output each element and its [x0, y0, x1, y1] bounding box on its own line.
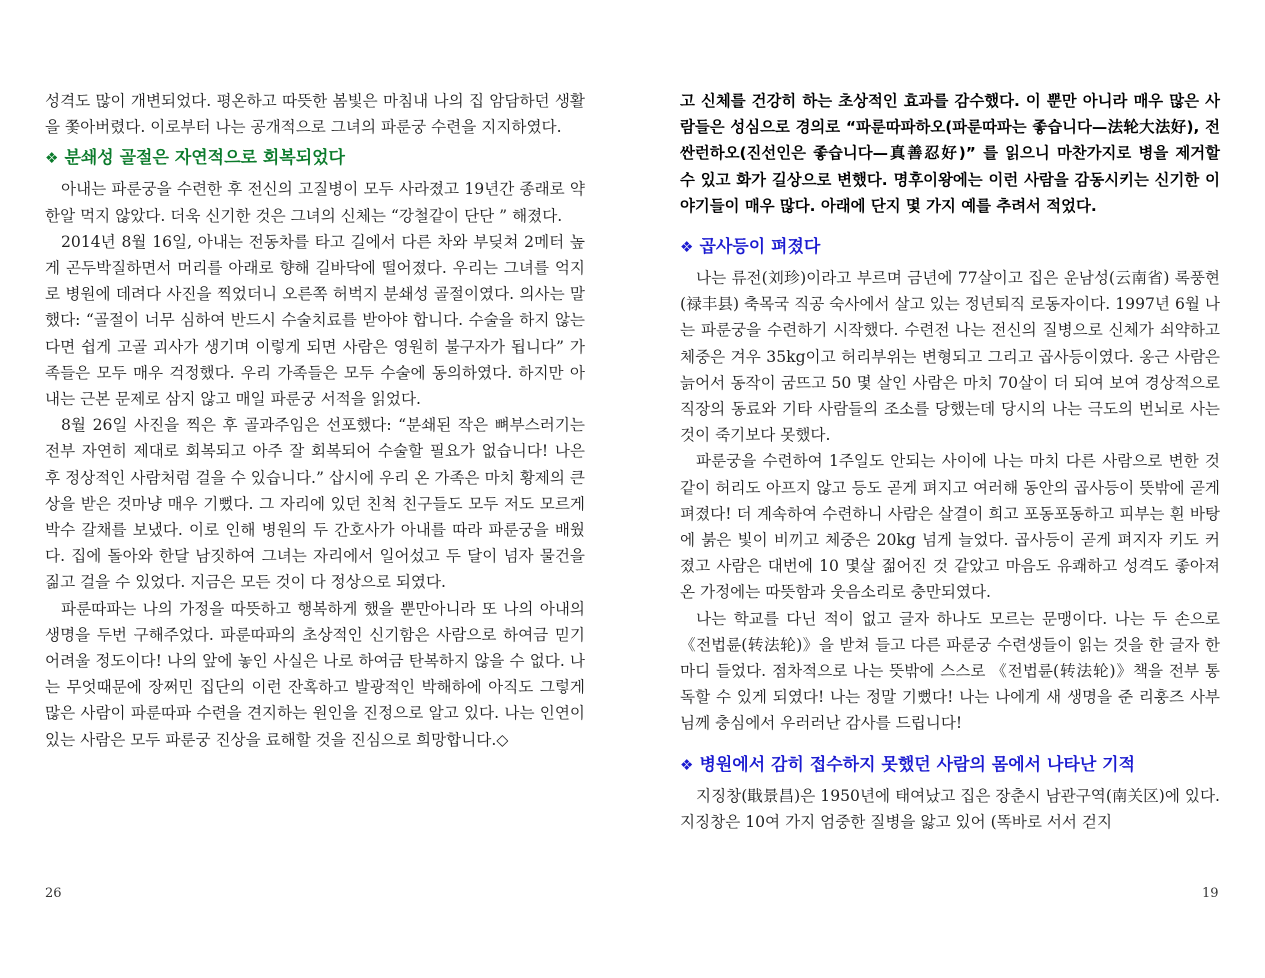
right-page — [680, 88, 1220, 835]
right-heading-2-text: 병원에서 감히 접수하지 못했던 사람의 몸에서 나타난 기적 — [699, 754, 1136, 775]
left-page-number: 26 — [45, 886, 62, 901]
right-paragraph-3: 파룬궁을 수련하여 1주일도 안되는 사이에 나는 마치 다른 사람으로 변한 것 같이 허리도 아프지 않고 등도 곧게 펴지고 여러해 동안의 곱사등이 뜻밖에 곧게 펴졌다! 더 계속하여 수련하니 사람은 살결이 희고 포동포동하고 피부는 흰 바탕에 붉은 빛이 비끼고 체중은 20kg 넘게 늘었다. 곱사등이 곧게 펴지자 키도 커졌고 사람은 대번에 10 몇살 젊어진 것 같았고 마음도 유쾌하고 성격도 좋아져 온 가정에는 따뜻함과 웃음소리로 충만되였다. — [680, 452, 1220, 602]
left-paragraph-1: 성격도 많이 개변되었다. 평온하고 따뜻한 봄빛은 마침내 나의 집 암담하던 생활을 쫓아버렸다. 이로부터 나는 공개적으로 그녀의 파룬궁 수련을 지지하였다. — [45, 92, 585, 137]
right-paragraph-5: 지징창(戢景昌)은 1950년에 태여났고 집은 장춘시 남관구역(南关区)에 있다. 지징창은 10여 가지 엄중한 질병을 앓고 있어 (똑바로 서서 걷지 — [680, 786, 1220, 831]
diamond-bullet-icon: ❖ — [680, 238, 694, 257]
left-section-heading — [45, 144, 585, 172]
diamond-bullet-icon: ❖ — [680, 755, 694, 774]
right-section-heading-1 — [680, 233, 1220, 261]
left-heading-text: 분쇄성 골절은 자연적으로 회복되었다 — [64, 148, 345, 169]
left-paragraph-5: 파룬따파는 나의 가정을 따뜻하고 행복하게 했을 뿐만아니라 또 나의 아내의 생명을 두번 구해주었다. 파룬따파의 초상적인 신기함은 사람으로 하여금 믿기 어려울 정도이다! 나의 앞에 놓인 사실은 나로 하여금 탄복하지 않을 수 없다. 나는 무엇때문에 장쩌민 집단의 이런 잔혹하고 발광적인 박해하에 아직도 그렇게 많은 사람이 파룬따파 수련을 견지하는 원인을 진정으로 알고 있다. 나는 인연이 있는 사람은 모두 파룬궁 진상을 료해할 것을 진심으로 희망합니다.◇ — [45, 599, 585, 749]
right-paragraph-4: 나는 학교를 다닌 적이 없고 글자 하나도 모르는 문맹이다. 나는 두 손으로 《전법륜(转法轮)》을 받쳐 들고 다른 파룬궁 수련생들이 읽는 것을 한 글자 한 마디 들었다. 점차적으로 나는 뜻밖에 스스로 《전법륜(转法轮)》책을 전부 통독할 수 있게 되였다! 나는 정말 기뻤다! 나는 나에게 새 생명을 준 리훙즈 사부님께 충심에서 우러러난 감사를 드립니다! — [680, 609, 1220, 733]
right-page-number: 19 — [1202, 886, 1219, 901]
diamond-bullet-icon: ❖ — [45, 149, 59, 168]
right-heading-1-text: 곱사등이 펴졌다 — [699, 237, 821, 258]
right-section-heading-2 — [680, 751, 1220, 779]
left-page — [45, 88, 585, 753]
right-paragraph-1: 고 신체를 건강히 하는 초상적인 효과를 감수했다. 이 뿐만 아니라 매우 많은 사람들은 성심으로 경의로 “파룬따파하오(파룬따파는 좋습니다—法轮大法好), 전싼런하오(진선인은 좋습니다—真善忍好)” 를 읽으니 마찬가지로 병을 제거할 수 있고 화가 길상으로 변했다. 명후이왕에는 이런 사람을 감동시키는 신기한 이야기들이 매우 많다. 아래에 단지 몇 가지 예를 추려서 적었다. — [680, 92, 1220, 215]
right-paragraph-2: 나는 류전(刘珍)이라고 부르며 금년에 77살이고 집은 운남성(云南省) 록풍현(禄丰县) 축목국 직공 숙사에서 살고 있는 정년퇴직 로동자이다. 1997년 6월 나는 파룬궁을 수련하기 시작했다. 수련전 나는 전신의 질병으로 신체가 쇠약하고 체중은 겨우 35kg이고 허리부위는 변형되고 그리고 곱사등이였다. 옹근 사람은 늙어서 동작이 굼뜨고 50 몇 살인 사람은 마치 70살이 더 되여 보여 경상적으로 직장의 동료와 기타 사람들의 조소를 당했는데 당시의 나는 극도의 번뇌로 사는 것이 죽기보다 못했다. — [680, 269, 1220, 445]
left-paragraph-3: 2014년 8월 16일, 아내는 전동차를 타고 길에서 다른 차와 부딪쳐 2메터 높게 곤두박질하면서 머리를 아래로 향해 길바닥에 떨어졌다. 우리는 그녀를 억지로 병원에 데려다 사진을 찍었더니 오른쪽 허벅지 분쇄성 골절이였다. 의사는 말했다: “골절이 너무 심하여 반드시 수술치료를 받아야 합니다. 수술을 하지 않는다면 쉽게 고골 괴사가 생기며 이렇게 되면 사람은 영원히 불구자가 됩니다” 가족들은 모두 매우 걱정했다. 우리 가족들은 모두 수술에 동의하였다. 하지만 아내는 근본 문제로 삼지 않고 매일 파룬궁 서적을 읽었다. — [45, 232, 585, 409]
left-paragraph-4: 8월 26일 사진을 찍은 후 골과주임은 선포했다: “분쇄된 작은 뼈부스러기는 전부 자연히 제대로 회복되고 아주 잘 회복되어 수술할 필요가 없습니다! 나은 후 정상적인 사람처럼 걸을 수 있습니다.” 삽시에 우리 온 가족은 마치 황제의 큰상을 받은 것마냥 매우 기뻤다. 그 자리에 있던 친척 친구들도 모두 저도 모르게 박수 갈채를 보냈다. 이로 인해 병원의 두 간호사가 아내를 따라 파룬궁을 배웠다. 집에 돌아와 한달 남짓하여 그녀는 자리에서 일어섰고 두 달이 넘자 물건을 짊고 걸을 수 있었다. 지금은 모든 것이 다 정상으로 되였다. — [45, 416, 585, 592]
left-paragraph-2: 아내는 파룬궁을 수련한 후 전신의 고질병이 모두 사라졌고 19년간 종래로 약 한알 먹지 않았다. 더욱 신기한 것은 그녀의 신체는 “강철같이 단단 ” 해졌다. — [45, 180, 585, 225]
